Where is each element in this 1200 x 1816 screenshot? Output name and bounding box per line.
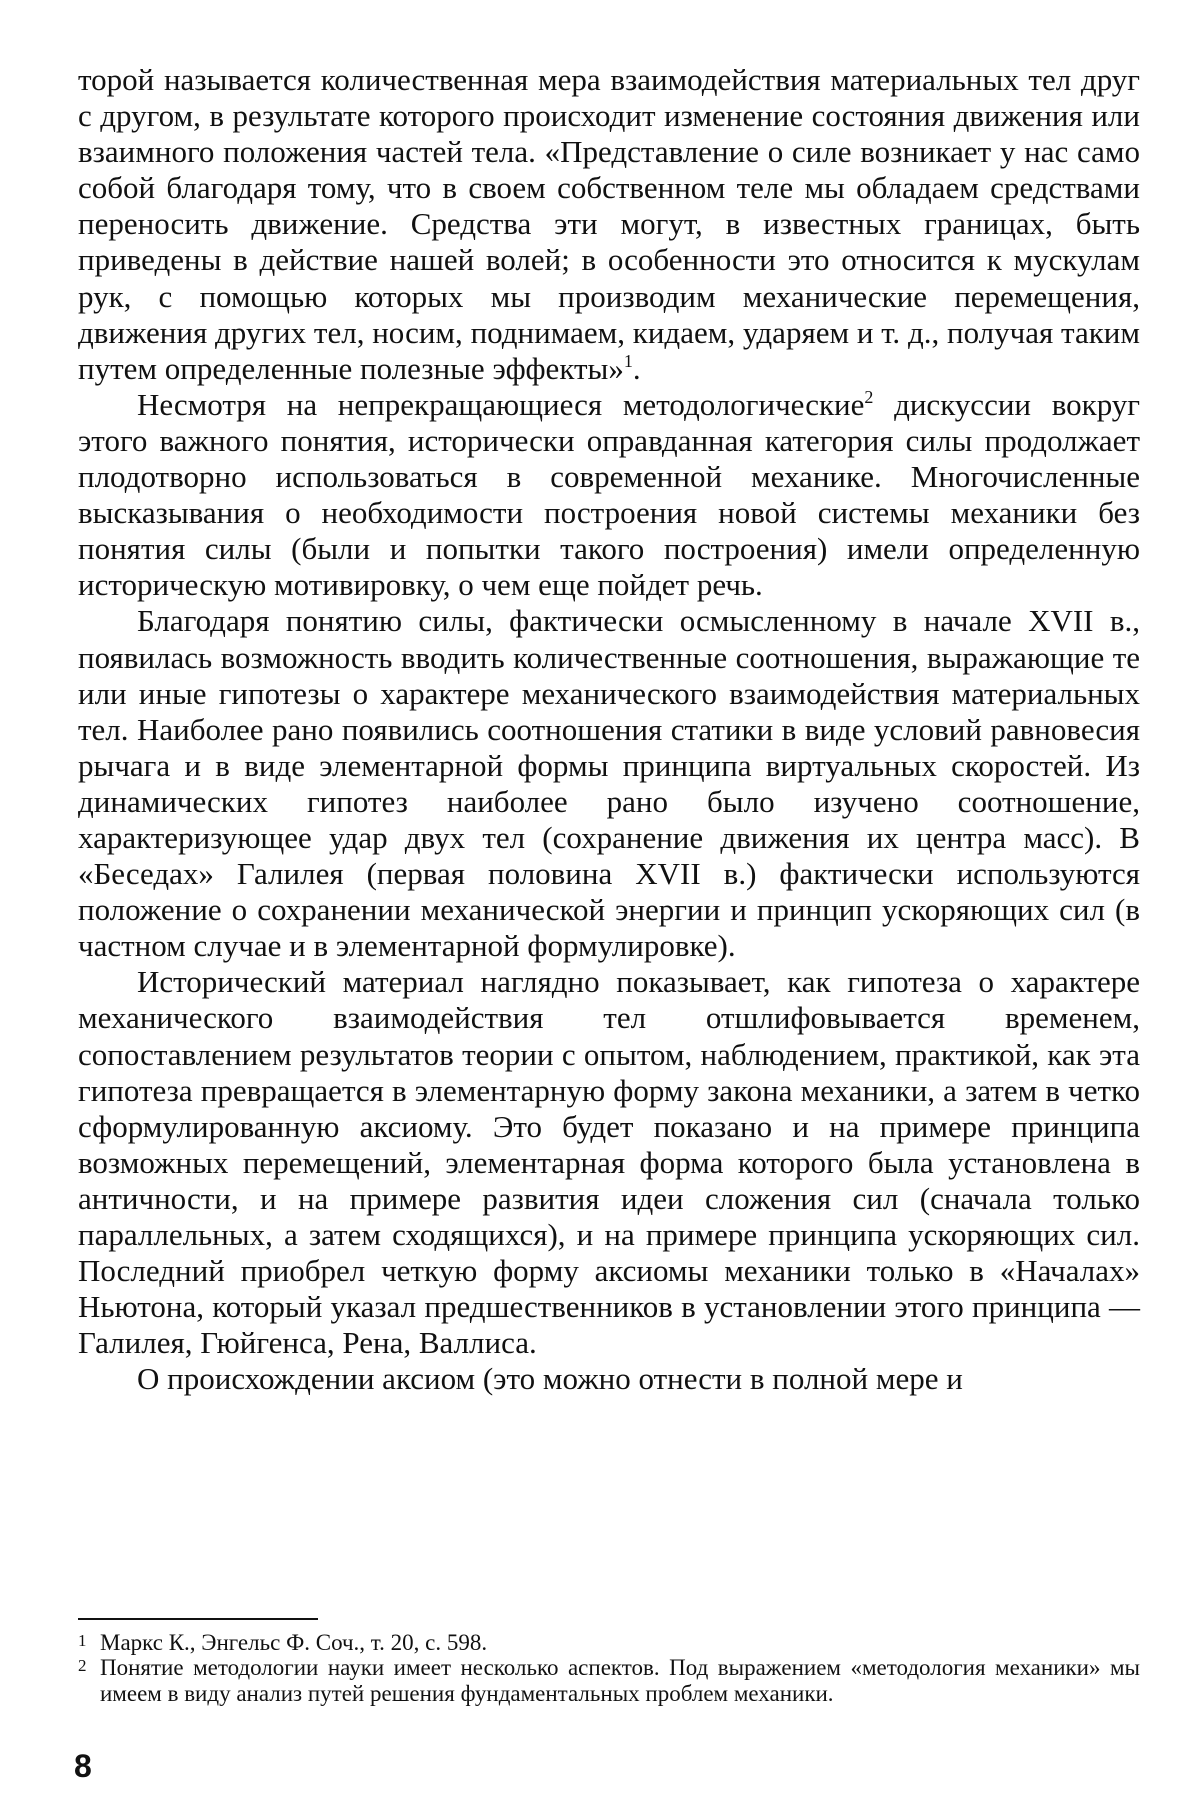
footnote-1 bbox=[78, 1630, 1140, 1655]
paragraph-1 bbox=[78, 62, 1140, 387]
paragraph-2-text: Несмотря на непрекращающиеся методологические bbox=[137, 386, 865, 422]
footnote-2-mark: 2 bbox=[78, 1656, 87, 1676]
footnote-ref-1: 1 bbox=[623, 350, 633, 371]
footnote-separator bbox=[78, 1618, 318, 1620]
footnote-ref-2: 2 bbox=[864, 386, 874, 407]
footnote-2 bbox=[78, 1655, 1140, 1706]
paragraph-3 bbox=[78, 603, 1140, 964]
paragraph-4 bbox=[78, 964, 1140, 1361]
paragraph-4-text: Исторический материал наглядно показывает, как гипотеза о характере механического взаимодействия тел отшлифовывается временем, сопоставлением результатов теории с опытом, наблюдением, практикой, как эта гипотеза превращается в элементарную форму закона механики, а затем в четко сформулированную аксиому. Это будет показано и на примере принципа возможных перемещений, элементарная форма которого была установлена в античности, и на примере развития идеи сложения сил (сначала только параллельных, а затем сходящихся), и на примере принципа ускоряющих сил. Последний приобрел четкую форму аксиомы механики только в «Началах» Ньютона, который указал предшественников в установлении этого принципа — Галилея, Гюйгенса, Рена, Валлиса. bbox=[78, 964, 1140, 1361]
paragraph-1-text: торой называется количественная мера взаимодействия материальных тел друг с другом, в результате которого происходит изменение состояния движения или взаимного положения частей тела. «Представление о силе возникает у нас само собой благодаря тому, что в своем собственном теле мы обладаем средствами переносить движение. Средства эти могут, в известных границах, быть приведены в действие нашей волей; в особенности это относится к мускулам рук, с помощью которых мы производим механические перемещения, движения других тел, носим, поднимаем, кидаем, ударяем и т. д., получая таким путем определенные полезные эффекты» bbox=[78, 62, 1140, 386]
footnote-1-text: Маркс К., Энгельс Ф. Соч., т. 20, с. 598. bbox=[100, 1630, 488, 1655]
paragraph-2-tail: дискуссии вокруг этого важного понятия, исторически оправданная категория силы продолжает плодотворно использоваться в современной механике. Многочисленные высказывания о необходимости построения новой системы механики без понятия силы (были и попытки такого построения) имели определенную историческую мотивировку, о чем еще пойдет речь. bbox=[78, 386, 1140, 603]
paragraph-1-tail: . bbox=[632, 350, 641, 386]
footnote-2-text: Понятие методологии науки имеет несколько аспектов. Под выражением «методология механики» мы имеем в виду анализ путей решения фундаментальных проблем механики. bbox=[100, 1655, 1140, 1706]
paragraph-5 bbox=[78, 1361, 1140, 1397]
body-text bbox=[78, 62, 1140, 1397]
paragraph-3-text: Благодаря понятию силы, фактически осмысленному в начале XVII в., появилась возможность вводить количественные соотношения, выражающие те или иные гипотезы о характере механического взаимодействия материальных тел. Наиболее рано появились соотношения статики в виде условий равновесия рычага и в виде элементарной формы принципа виртуальных скоростей. Из динамических гипотез наиболее рано было изучено соотношение, характеризующее удар двух тел (сохранение движения их центра масс). В «Беседах» Галилея (первая половина XVII в.) фактически используются положение о сохранении механической энергии и принцип ускоряющих сил (в частном случае и в элементарной формулировке). bbox=[78, 603, 1140, 964]
footnote-1-mark: 1 bbox=[78, 1631, 87, 1650]
paragraph-2 bbox=[78, 387, 1140, 604]
paragraph-5-text: О происхождении аксиом (это можно отнести в полной мере и bbox=[137, 1361, 963, 1397]
page-number: 8 bbox=[74, 1748, 92, 1784]
footnotes bbox=[78, 1630, 1140, 1706]
